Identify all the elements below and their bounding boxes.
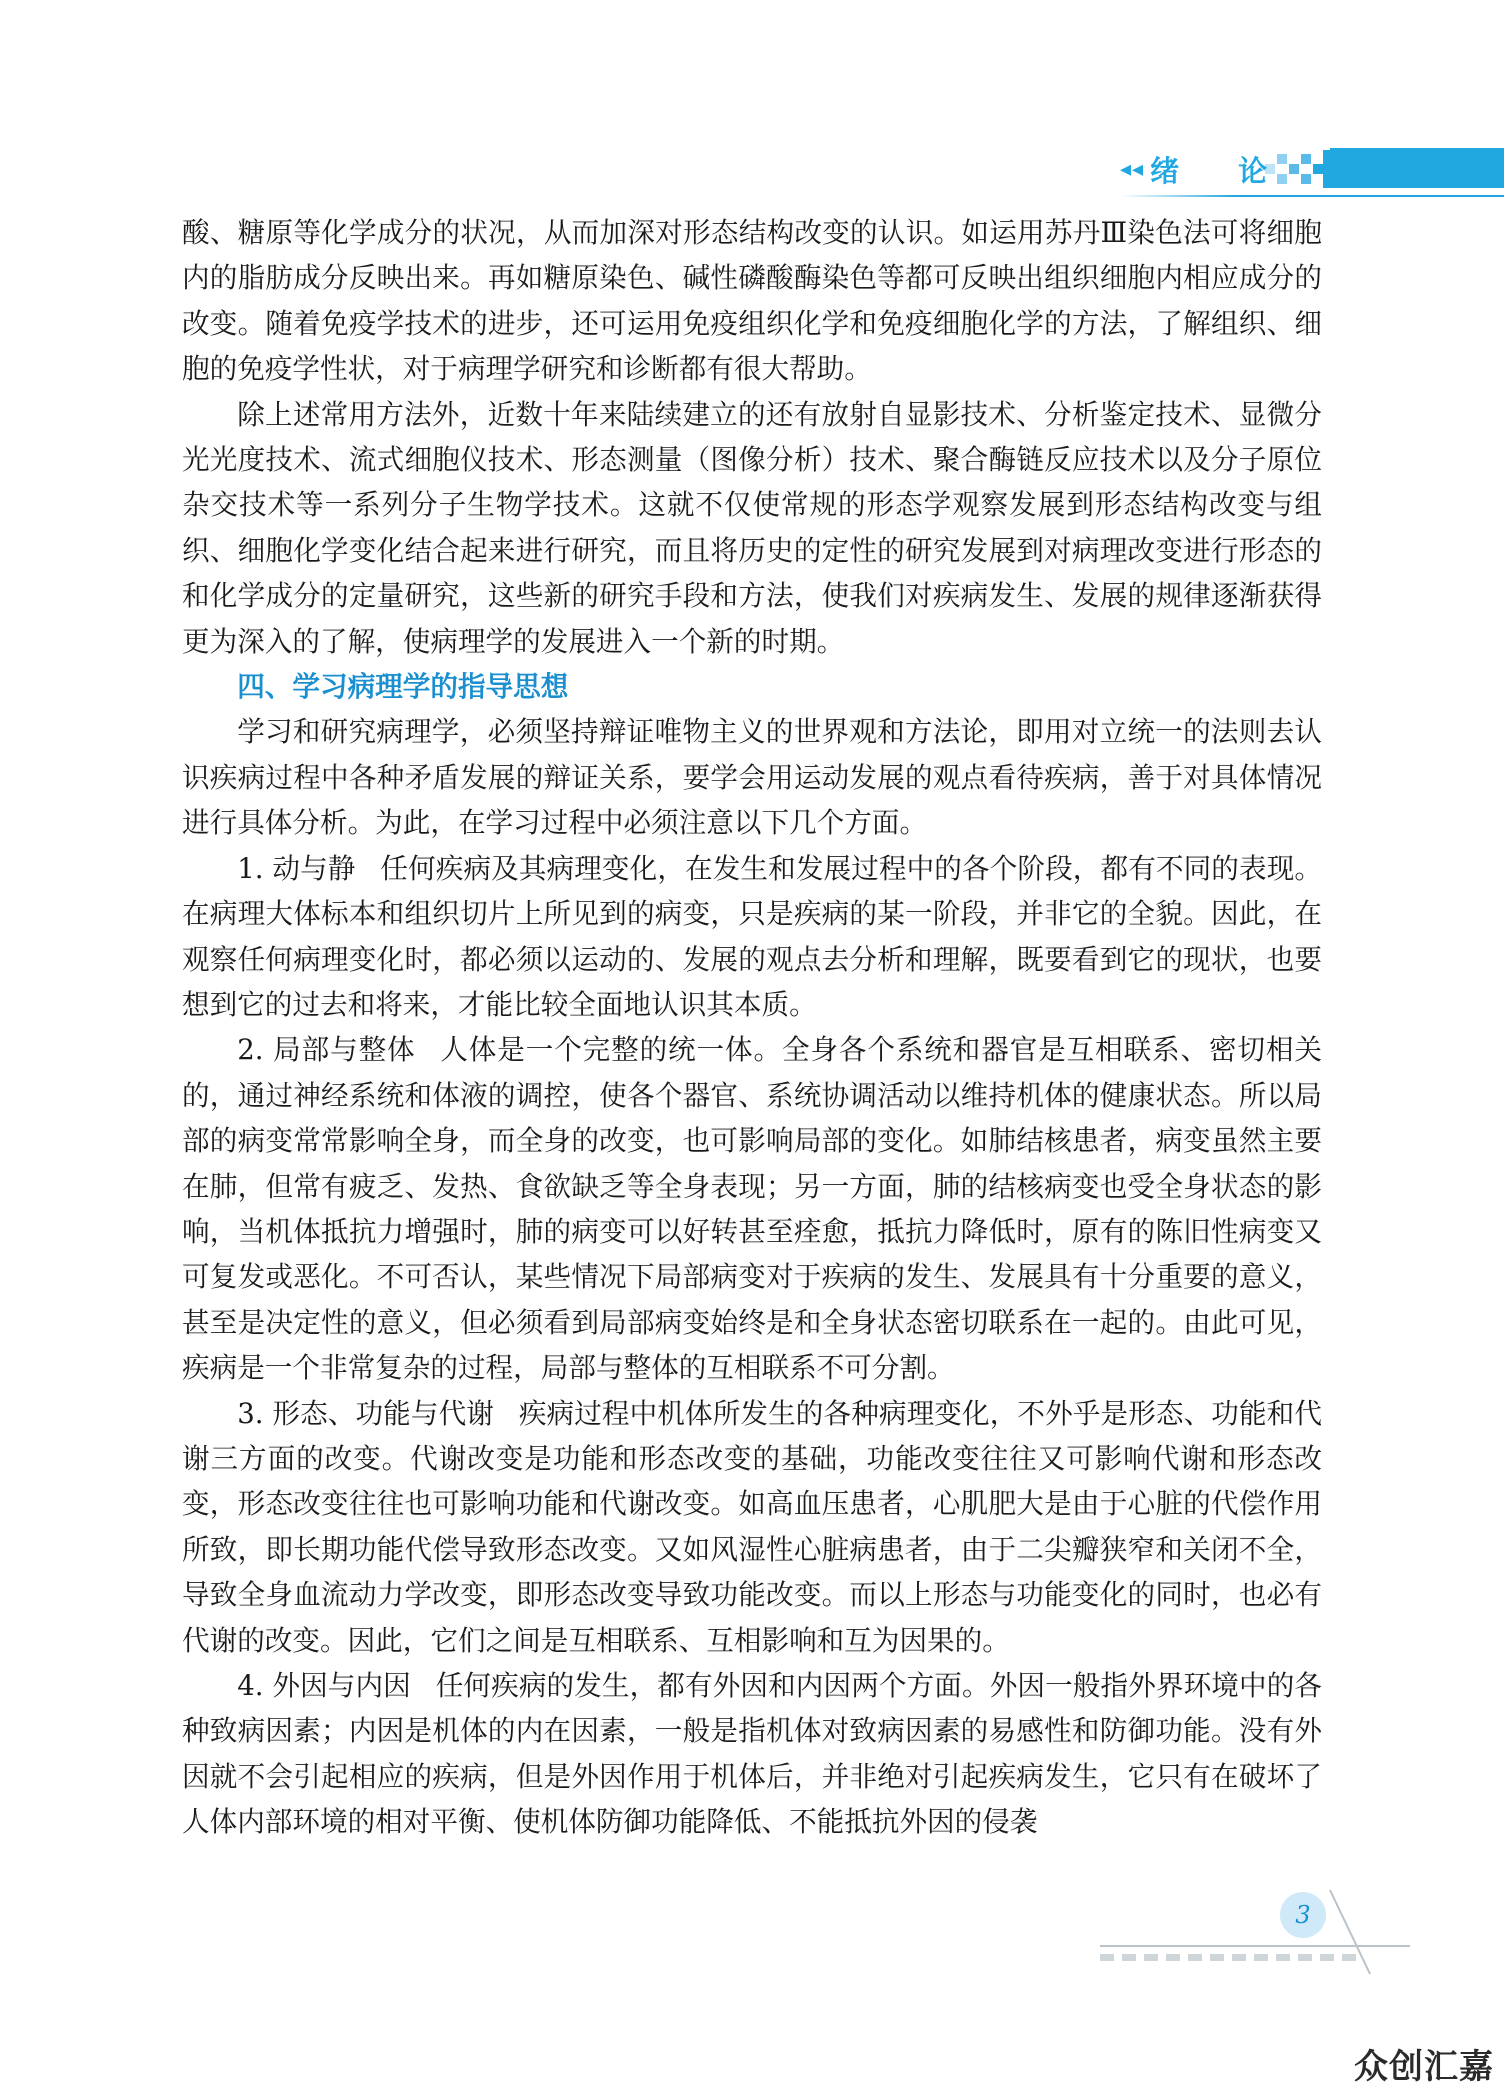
- paragraph: 除上述常用方法外，近数十年来陆续建立的还有放射自显影技术、分析鉴定技术、显微分光光度技术、流式细胞仪技术、形态测量（图像分析）技术、聚合酶链反应技术以及分子原位杂交技术等一系列分子生物学技术。这就不仅使常规的形态学观察发展到形态结构改变与组织、细胞化学变化结合起来进行研究，而且将历史的定性的研究发展到对病理改变进行形态的和化学成分的定量研究，这些新的研究手段和方法，使我们对疾病发生、发展的规律逐渐获得更为深入的了解，使病理学的发展进入一个新的时期。: [182, 397, 1322, 658]
- paragraph-term: 4. 外因与内因: [237, 1669, 411, 1702]
- numbered-paragraph: [182, 1027, 1322, 1390]
- paragraph-text: 人体是一个完整的统一体。全身各个系统和器官是互相联系、密切相关的，通过神经系统和体液的调控，使各个器官、系统协调活动以维持机体的健康状态。所以局部的病变常常影响全身，而全身的改变，也可影响局部的变化。如肺结核患者，病变虽然主要在肺，但常有疲乏、发热、食欲缺乏等全身表现；另一方面，肺的结核病变也受全身状态的影响，当机体抵抗力增强时，肺的病变可以好转甚至痊愈，抵抗力降低时，原有的陈旧性病变又可复发或恶化。不可否认，某些情况下局部病变对于疾病的发生、发展具有十分重要的意义，甚至是决定性的意义，但必须看到局部病变始终是和全身状态密切联系在一起的。由此可见，疾病是一个非常复杂的过程，局部与整体的互相联系不可分割。: [182, 1033, 1322, 1385]
- header-color-bar: [1330, 148, 1504, 188]
- numbered-paragraph: [182, 1663, 1322, 1845]
- section-heading: 四、学习病理学的指导思想: [237, 670, 569, 704]
- chapter-title-part1: 绪: [1150, 153, 1181, 188]
- numbered-paragraph: [182, 1391, 1322, 1663]
- paragraph-text: 任何疾病及其病理变化，在发生和发展过程中的各个阶段，都有不同的表现。在病理大体标本和组织切片上所见到的病变，只是疾病的某一阶段，并非它的全貌。因此，在观察任何病理变化时，都必须以运动的、发展的观点去分析和理解，既要看到它的现状，也要想到它的过去和将来，才能比较全面地认识其本质。: [182, 851, 1322, 1021]
- chapter-title: [1120, 150, 1268, 188]
- chapter-title-part2: 论: [1238, 153, 1269, 188]
- paragraph-text: 任何疾病的发生，都有外因和内因两个方面。外因一般指外界环境中的各种致病因素；内因是机体的内在因素，一般是指机体对致病因素的易感性和防御功能。没有外因就不会引起相应的疾病，但是外因作用于机体后，并非绝对引起疾病发生，它只有在破坏了人体内部环境的相对平衡、使机体防御功能降低、不能抵抗外因的侵袭: [182, 1669, 1322, 1839]
- footer-decoration: [1080, 1880, 1440, 1980]
- paragraph-term: 1. 动与静: [237, 851, 356, 885]
- paragraph-term: 3. 形态、功能与代谢: [237, 1396, 494, 1430]
- numbered-paragraph: [182, 846, 1322, 1028]
- paragraph: 酸、糖原等化学成分的状况，从而加深对形态结构改变的认识。如运用苏丹Ⅲ染色法可将细胞内的脂肪成分反映出来。再如糖原染色、碱性磷酸酶染色等都可反映出组织细胞内相应成分的改变。随着免疫学技术的进步，还可运用免疫组织化学和免疫细胞化学的方法，了解组织、细胞的免疫学性状，对于病理学研究和诊断都有很大帮助。: [182, 216, 1322, 386]
- watermark: 众创汇嘉: [1354, 2047, 1494, 2087]
- page-header: [0, 0, 1504, 200]
- page-footer: [1080, 1880, 1440, 1980]
- paragraph: 学习和研究病理学，必须坚持辩证唯物主义的世界观和方法论，即用对立统一的法则去认识疾病过程中各种矛盾发展的辩证关系，要学会用运动发展的观点看待疾病，善于对具体情况进行具体分析。为此，在学习过程中必须注意以下几个方面。: [182, 715, 1322, 840]
- double-arrow-left-icon: ◂◂: [1120, 156, 1145, 182]
- paragraph-term: 2. 局部与整体: [237, 1033, 416, 1067]
- checker-pattern-icon: [1265, 150, 1335, 188]
- paragraph-text: 疾病过程中机体所发生的各种病理变化，不外乎是形态、功能和代谢三方面的改变。代谢改变是功能和形态改变的基础，功能改变往往又可影响代谢和形态改变，形态改变往往也可影响功能和代谢改变。如高血压患者，心肌肥大是由于心脏的代偿作用所致，即长期功能代偿导致形态改变。又如风湿性心脏病患者，由于二尖瓣狭窄和关闭不全，导致全身血流动力学改变，即形态改变导致功能改变。而以上形态与功能变化的同时，也必有代谢的改变。因此，它们之间是互相联系、互相影响和互为因果的。: [182, 1396, 1322, 1657]
- page-number: 3: [1280, 1892, 1326, 1938]
- header-underline: [1120, 195, 1504, 197]
- page-body: [182, 210, 1322, 1845]
